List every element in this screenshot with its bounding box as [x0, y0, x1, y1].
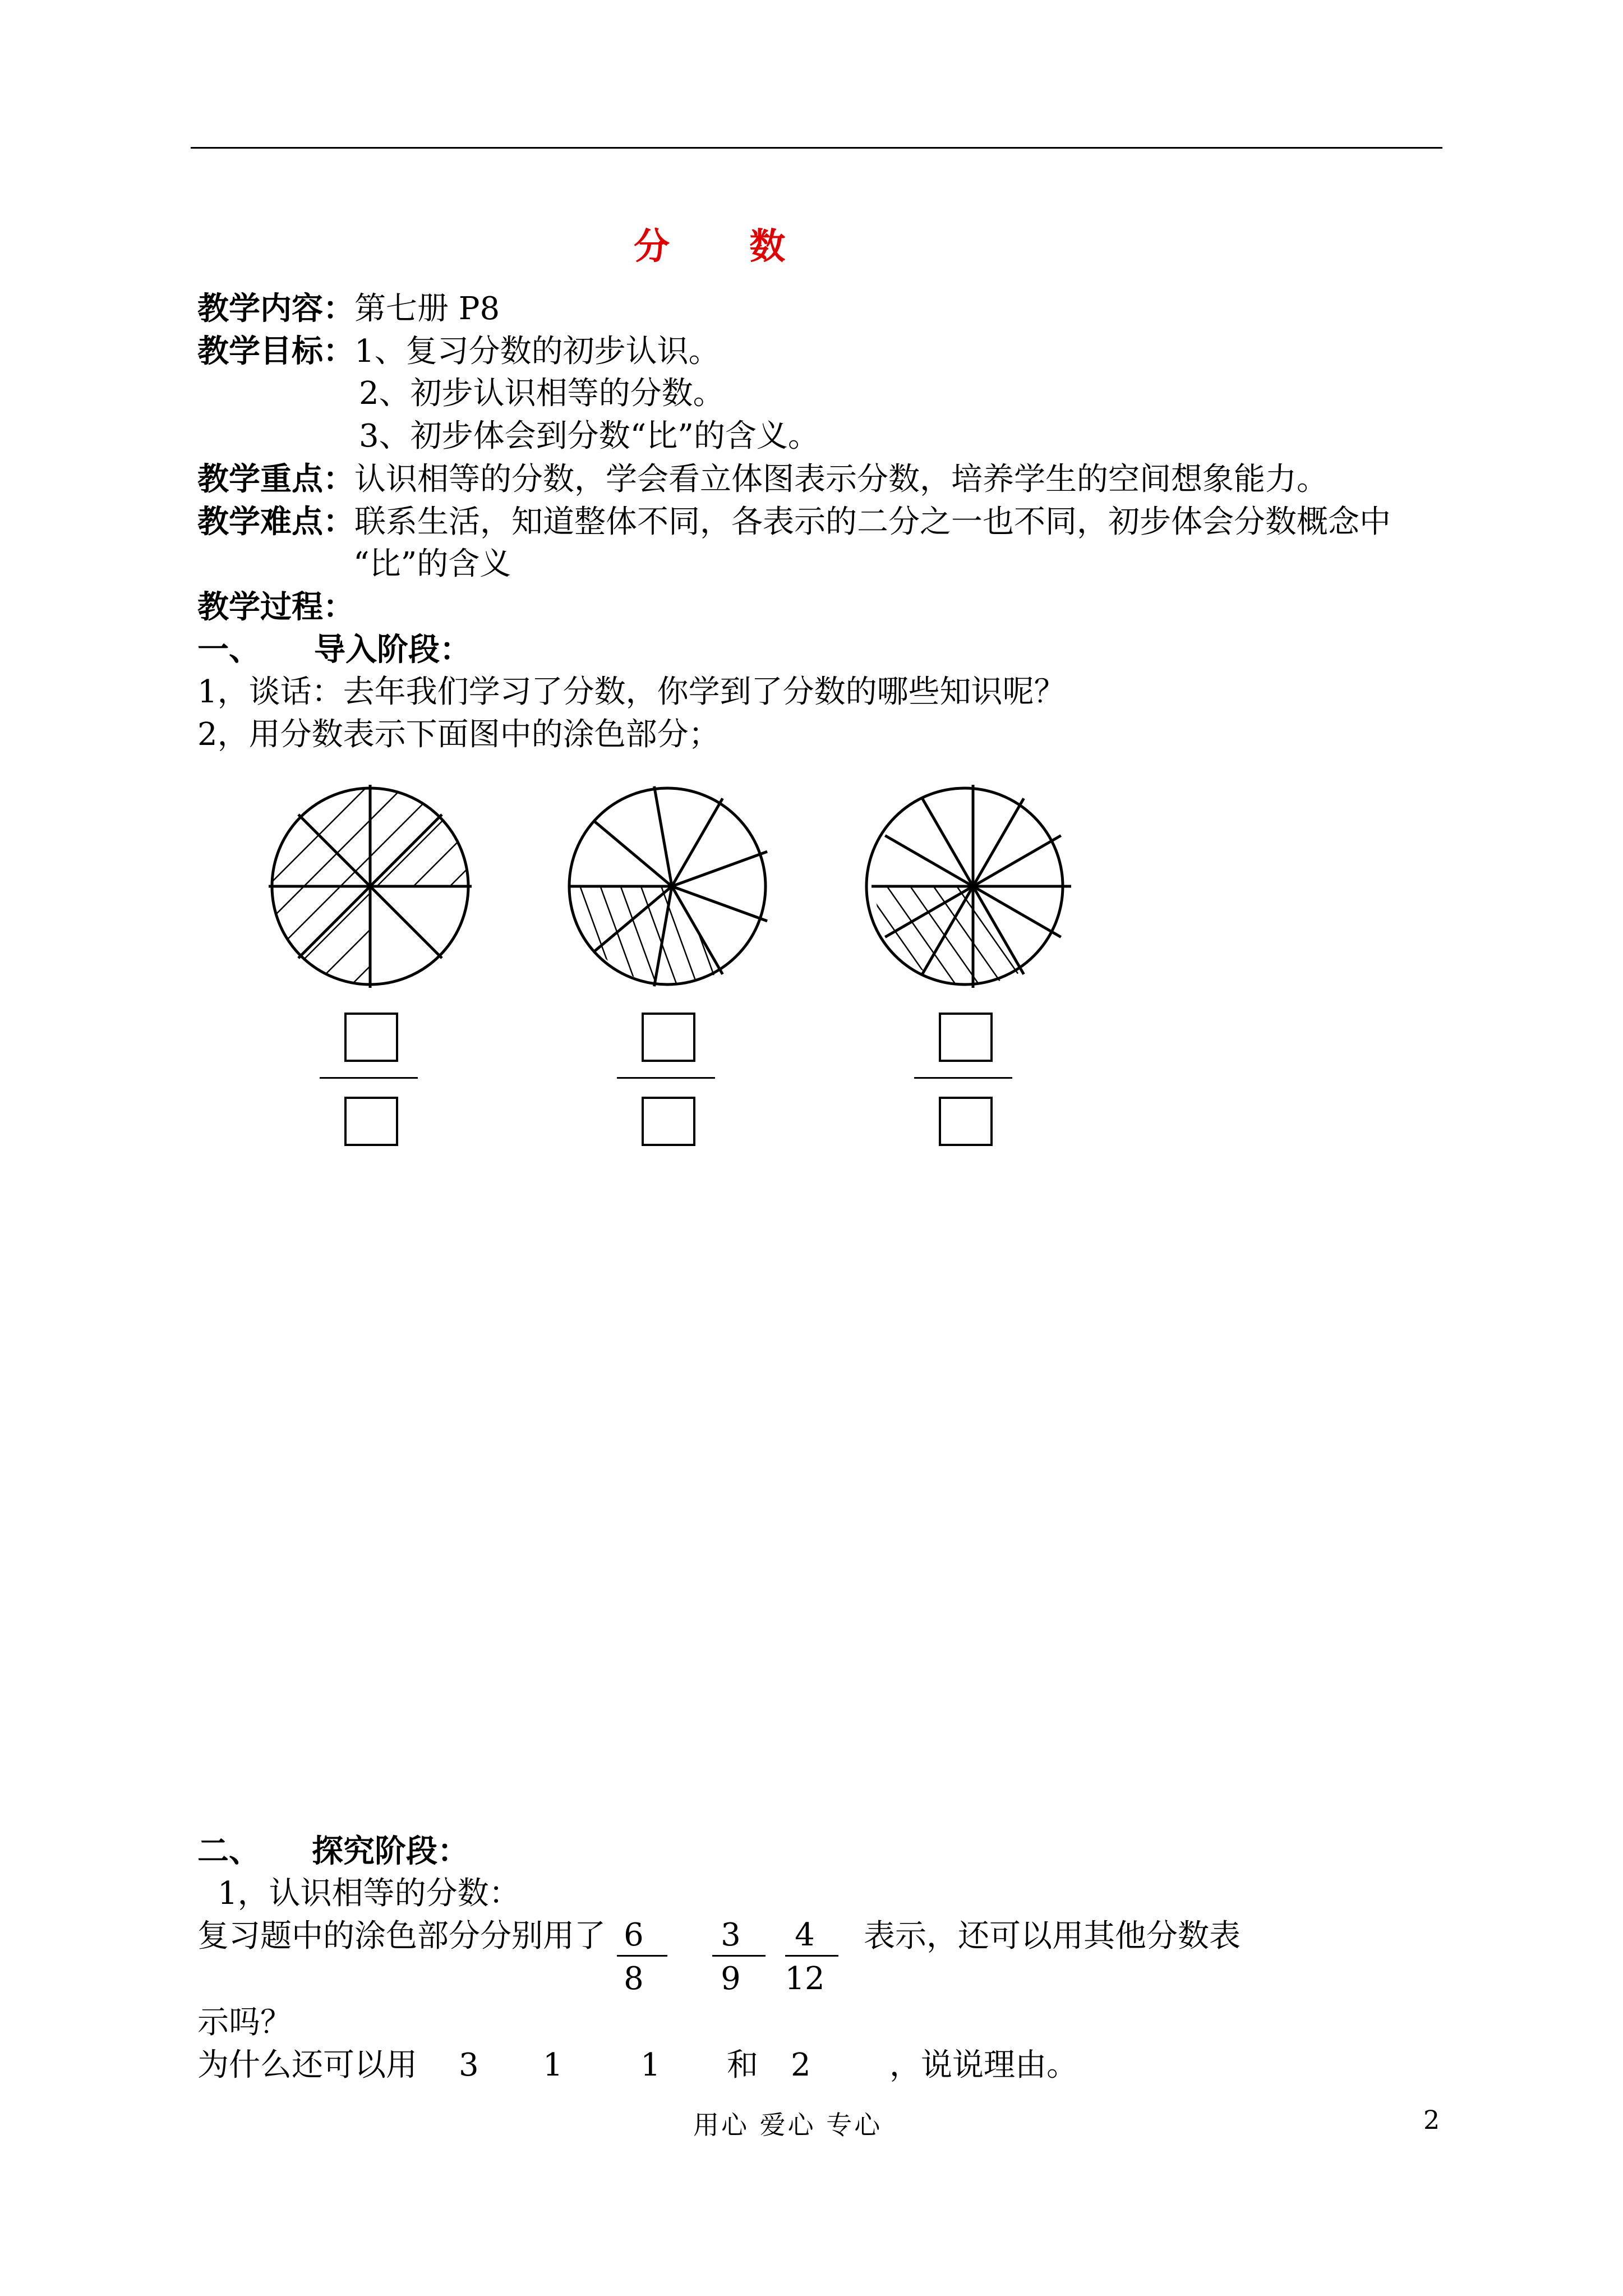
question1-suffix: 表示，还可以用其他分数表	[864, 1918, 1241, 1954]
question1-prefix: 复习题中的涂色部分分别用了	[197, 1918, 606, 1954]
question2-and: 和	[727, 2047, 758, 2083]
question1-continuation: 示吗？	[197, 2004, 292, 2041]
section2-number: 二、	[197, 1833, 260, 1870]
process-label: 教学过程：	[197, 588, 354, 625]
section1-heading: 导入阶段：	[314, 631, 471, 668]
goal-item-3: 3、初步体会到分数“比”的含义。	[359, 418, 819, 454]
content-value: 第七册 P8	[354, 291, 500, 327]
answer-box-denominator-2[interactable]	[642, 1097, 695, 1146]
answer-box-numerator-1[interactable]	[344, 1013, 398, 1062]
division-line	[672, 852, 767, 886]
answer-box-numerator-2[interactable]	[642, 1013, 695, 1062]
fraction-2-denominator: 9	[721, 1961, 741, 1997]
content-label: 教学内容：	[197, 290, 354, 327]
fraction-bar-2	[617, 1077, 715, 1079]
fraction-1-numerator: 6	[624, 1917, 644, 1953]
footer-motto: 用心 爱心 专心	[693, 2110, 883, 2140]
difficulty-label: 教学难点：	[197, 503, 354, 540]
goal-item-2: 2、初步认识相等的分数。	[359, 375, 725, 412]
circle-figure-ninths	[561, 780, 774, 993]
difficulty-line	[197, 500, 1391, 544]
division-line	[672, 798, 723, 886]
header-rule	[191, 147, 1442, 149]
keypoint-line	[197, 458, 1328, 501]
fraction-2-numerator: 3	[721, 1917, 741, 1953]
circle-figure-twelfths	[858, 780, 1071, 993]
goals-label: 教学目标：	[197, 333, 354, 370]
fraction-1-bar	[617, 1955, 667, 1957]
question2-prefix: 为什么还可以用	[197, 2047, 417, 2083]
fraction-3-numerator: 4	[795, 1917, 815, 1953]
fraction-bar-3	[914, 1077, 1012, 1079]
answer-box-numerator-3[interactable]	[939, 1013, 993, 1062]
fraction-1-denominator: 8	[624, 1961, 644, 1997]
question2-number-1: 3	[459, 2047, 479, 2083]
division-line	[370, 886, 442, 958]
section1-number: 一、	[197, 631, 260, 668]
circle-figure-eighths	[264, 780, 477, 993]
section2-item-1: 1，认识相等的分数：	[218, 1875, 520, 1912]
answer-box-denominator-3[interactable]	[939, 1097, 993, 1146]
fraction-3-bar	[785, 1955, 838, 1957]
question2-number-4: 2	[791, 2047, 811, 2083]
fraction-bar-1	[320, 1077, 418, 1079]
question2-number-3: 1	[640, 2047, 661, 2083]
fraction-2-bar	[712, 1955, 766, 1957]
page-number: 2	[1423, 2105, 1440, 2135]
section1-item-2: 2，用分数表示下面图中的涂色部分；	[197, 716, 720, 753]
goal-item-1: 1、复习分数的初步认识。	[354, 333, 720, 370]
division-line	[594, 821, 672, 886]
fraction-3-denominator: 12	[785, 1961, 825, 1997]
content-line	[197, 287, 500, 330]
question2-number-2: 1	[543, 2047, 563, 2083]
section1-item-1: 1，谈话：去年我们学习了分数，你学到了分数的哪些知识呢？	[197, 674, 1066, 710]
difficulty-value-1: 联系生活，知道整体不同，各表示的二分之一也不同，初步体会分数概念中	[354, 504, 1391, 540]
answer-box-denominator-1[interactable]	[344, 1097, 398, 1146]
page-title: 分 数	[634, 226, 819, 268]
difficulty-value-2: “比”的含义	[353, 546, 511, 582]
keypoint-value: 认识相等的分数，学会看立体图表示分数，培养学生的空间想象能力。	[354, 461, 1328, 498]
section2-heading: 探究阶段：	[312, 1833, 469, 1870]
division-line	[654, 786, 672, 886]
keypoint-label: 教学重点：	[197, 461, 354, 498]
goals-line	[197, 330, 720, 373]
question2-suffix: ，说说理由。	[889, 2047, 1078, 2083]
